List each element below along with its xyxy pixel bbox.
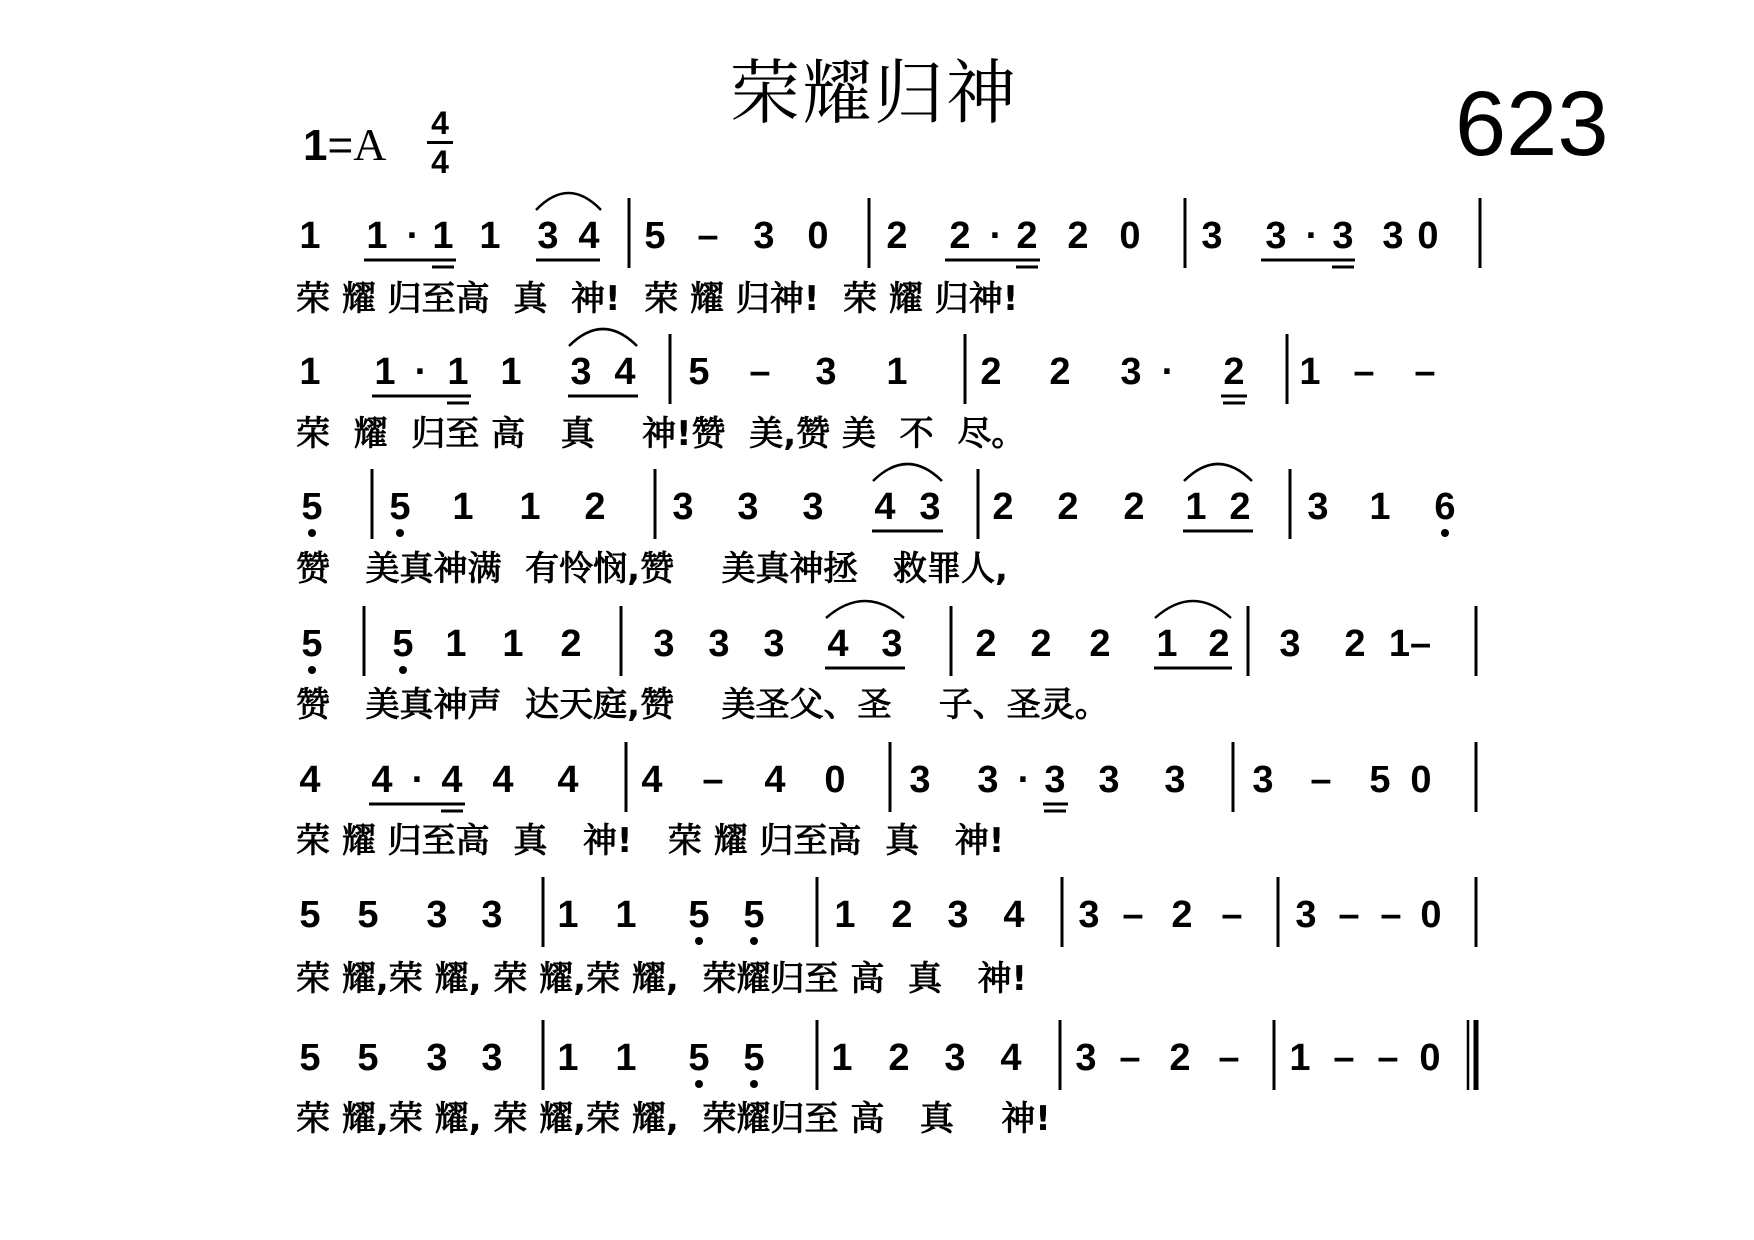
slur [873,464,942,481]
note: 1 [502,623,524,665]
note: 5 [688,894,710,936]
note: 2 [1229,486,1251,528]
octave-dot [396,529,404,537]
note: 1 [1369,486,1391,528]
hymn-title: 荣耀归神 [730,52,1018,134]
note: 3 [1201,215,1223,257]
lyrics-line: 荣 耀 归至 高 真 神!赞 美,赞 美 不 尽。 [296,414,1026,454]
note: 1 [886,351,908,393]
note: 4 [492,759,514,801]
note: 1 [452,486,474,528]
note: 3 [1332,215,1354,257]
note: 1 [834,894,856,936]
slur [1184,464,1252,481]
note: 1 [299,215,321,257]
note: 2 [1169,1037,1191,1079]
note: 1 [831,1037,853,1079]
note: 4 [827,623,849,665]
note: 4 [299,759,321,801]
note: 1 [500,351,522,393]
note: 5 [357,1037,379,1079]
note: 3 [570,351,592,393]
note: 3 [944,1037,966,1079]
note: 3 [909,759,931,801]
note: 2 [1123,486,1145,528]
note: 3 [537,215,559,257]
note: – [749,351,771,393]
note: 3 [426,1037,448,1079]
note: 1 [447,351,469,393]
note: 3 [919,486,941,528]
note: – [1122,894,1144,936]
note: · [1305,215,1319,257]
note: 3 [1382,215,1404,257]
note: 1 [432,215,454,257]
octave-dot [399,666,407,674]
note: 0 [1419,1037,1441,1079]
note: 5 [743,1037,765,1079]
note: 3 [1120,351,1142,393]
note: 3 [815,351,837,393]
lyrics-line: 赞 美真神满 有怜悯,赞 美真神拯 救罪人, [296,549,1008,589]
slur [569,329,637,346]
note: 0 [1119,215,1141,257]
note: 5 [1369,759,1391,801]
note: 2 [992,486,1014,528]
note: 2 [1344,623,1366,665]
note: 5 [644,215,666,257]
note: 1– [1388,623,1432,665]
note: 3 [1164,759,1186,801]
note: · [411,759,425,801]
note: 2 [886,215,908,257]
key-tonic-degree: 1 [303,121,328,170]
note: 4 [764,759,786,801]
note: – [1333,1037,1355,1079]
note: 2 [891,894,913,936]
note: 1 [479,215,501,257]
note: 3 [1252,759,1274,801]
note: – [1338,894,1360,936]
note: 2 [980,351,1002,393]
note: · [406,215,420,257]
note: 4 [1000,1037,1022,1079]
lyrics-line: 荣 耀,荣 耀, 荣 耀,荣 耀, 荣耀归至 高 真 神! [296,1099,1051,1139]
note: 0 [1417,215,1439,257]
note: 2 [584,486,606,528]
note: – [1414,351,1436,393]
note: – [1353,351,1375,393]
note: – [1380,894,1402,936]
note: 2 [560,623,582,665]
note: 1 [615,894,637,936]
note: 5 [301,623,323,665]
note: 3 [737,486,759,528]
note: 3 [947,894,969,936]
note: 2 [1067,215,1089,257]
lyrics-line: 赞 美真神声 达天庭,赞 美圣父、圣 子、圣灵。 [296,685,1109,725]
octave-dot [695,937,703,945]
note: – [1377,1037,1399,1079]
lyrics-line: 荣 耀,荣 耀, 荣 耀,荣 耀, 荣耀归至 高 真 神! [296,959,1028,999]
note: – [1119,1037,1141,1079]
note: 4 [641,759,663,801]
slur [826,601,904,618]
note: – [1310,759,1332,801]
octave-dot [308,666,316,674]
note: 2 [888,1037,910,1079]
note: 2 [1057,486,1079,528]
note: 1 [374,351,396,393]
note: 4 [874,486,896,528]
note: 3 [1279,623,1301,665]
note: 0 [1420,894,1442,936]
note: 1 [1156,623,1178,665]
lyrics-line: 荣 耀 归至高 真 神! 荣 耀 归神! 荣 耀 归神! [296,279,1019,319]
note: 5 [688,1037,710,1079]
note: 1 [557,1037,579,1079]
note: 3 [881,623,903,665]
note: 0 [807,215,829,257]
note: 3 [802,486,824,528]
note: 5 [299,1037,321,1079]
hymn-number: 623 [1455,73,1609,175]
note: 3 [753,215,775,257]
note: 3 [763,623,785,665]
note: · [1161,351,1175,393]
note: – [1221,894,1243,936]
note: 2 [1089,623,1111,665]
note: 5 [357,894,379,936]
note: 1 [366,215,388,257]
note: 2 [1223,351,1245,393]
note: 3 [977,759,999,801]
note: 5 [688,351,710,393]
note: 0 [1410,759,1432,801]
note: 2 [949,215,971,257]
note: 3 [1044,759,1066,801]
note: 2 [1208,623,1230,665]
note: 2 [1049,351,1071,393]
note: 4 [614,351,636,393]
note: 5 [301,486,323,528]
note: 5 [392,623,414,665]
note: 3 [481,1037,503,1079]
note: 0 [824,759,846,801]
note: 1 [299,351,321,393]
note: 1 [445,623,467,665]
note: · [414,351,428,393]
note: 3 [1078,894,1100,936]
slur [536,193,601,210]
note: 1 [1299,351,1321,393]
key-letter: A [353,119,387,170]
note: 4 [371,759,393,801]
note: 3 [1307,486,1329,528]
slur [1155,601,1231,618]
note: 5 [743,894,765,936]
time-signature-bottom: 4 [431,144,449,180]
key-equals: = [327,121,354,170]
note: – [1218,1037,1240,1079]
octave-dot [750,937,758,945]
note: 6 [1434,486,1456,528]
note: 3 [426,894,448,936]
note: 2 [1171,894,1193,936]
note: – [697,215,719,257]
note: 1 [1289,1037,1311,1079]
note: 1 [557,894,579,936]
octave-dot [308,529,316,537]
note: 1 [615,1037,637,1079]
note: 4 [578,215,600,257]
note: 5 [299,894,321,936]
note: 3 [1295,894,1317,936]
note: 3 [672,486,694,528]
note: 4 [1003,894,1025,936]
note: 3 [653,623,675,665]
octave-dot [695,1080,703,1088]
note: · [1017,759,1031,801]
lyrics-line: 荣 耀 归至高 真 神! 荣 耀 归至高 真 神! [296,821,1005,861]
octave-dot [750,1080,758,1088]
note: 1 [519,486,541,528]
note: 4 [557,759,579,801]
note: 3 [1265,215,1287,257]
note: 3 [708,623,730,665]
note: 2 [1030,623,1052,665]
note: 3 [1075,1037,1097,1079]
note: 1 [1185,486,1207,528]
note: 3 [481,894,503,936]
note: 2 [1016,215,1038,257]
note: 5 [389,486,411,528]
octave-dot [1441,529,1449,537]
note: 4 [441,759,463,801]
note: 2 [975,623,997,665]
note: 3 [1098,759,1120,801]
note: – [702,759,724,801]
time-signature-top: 4 [431,105,449,141]
note: · [989,215,1003,257]
